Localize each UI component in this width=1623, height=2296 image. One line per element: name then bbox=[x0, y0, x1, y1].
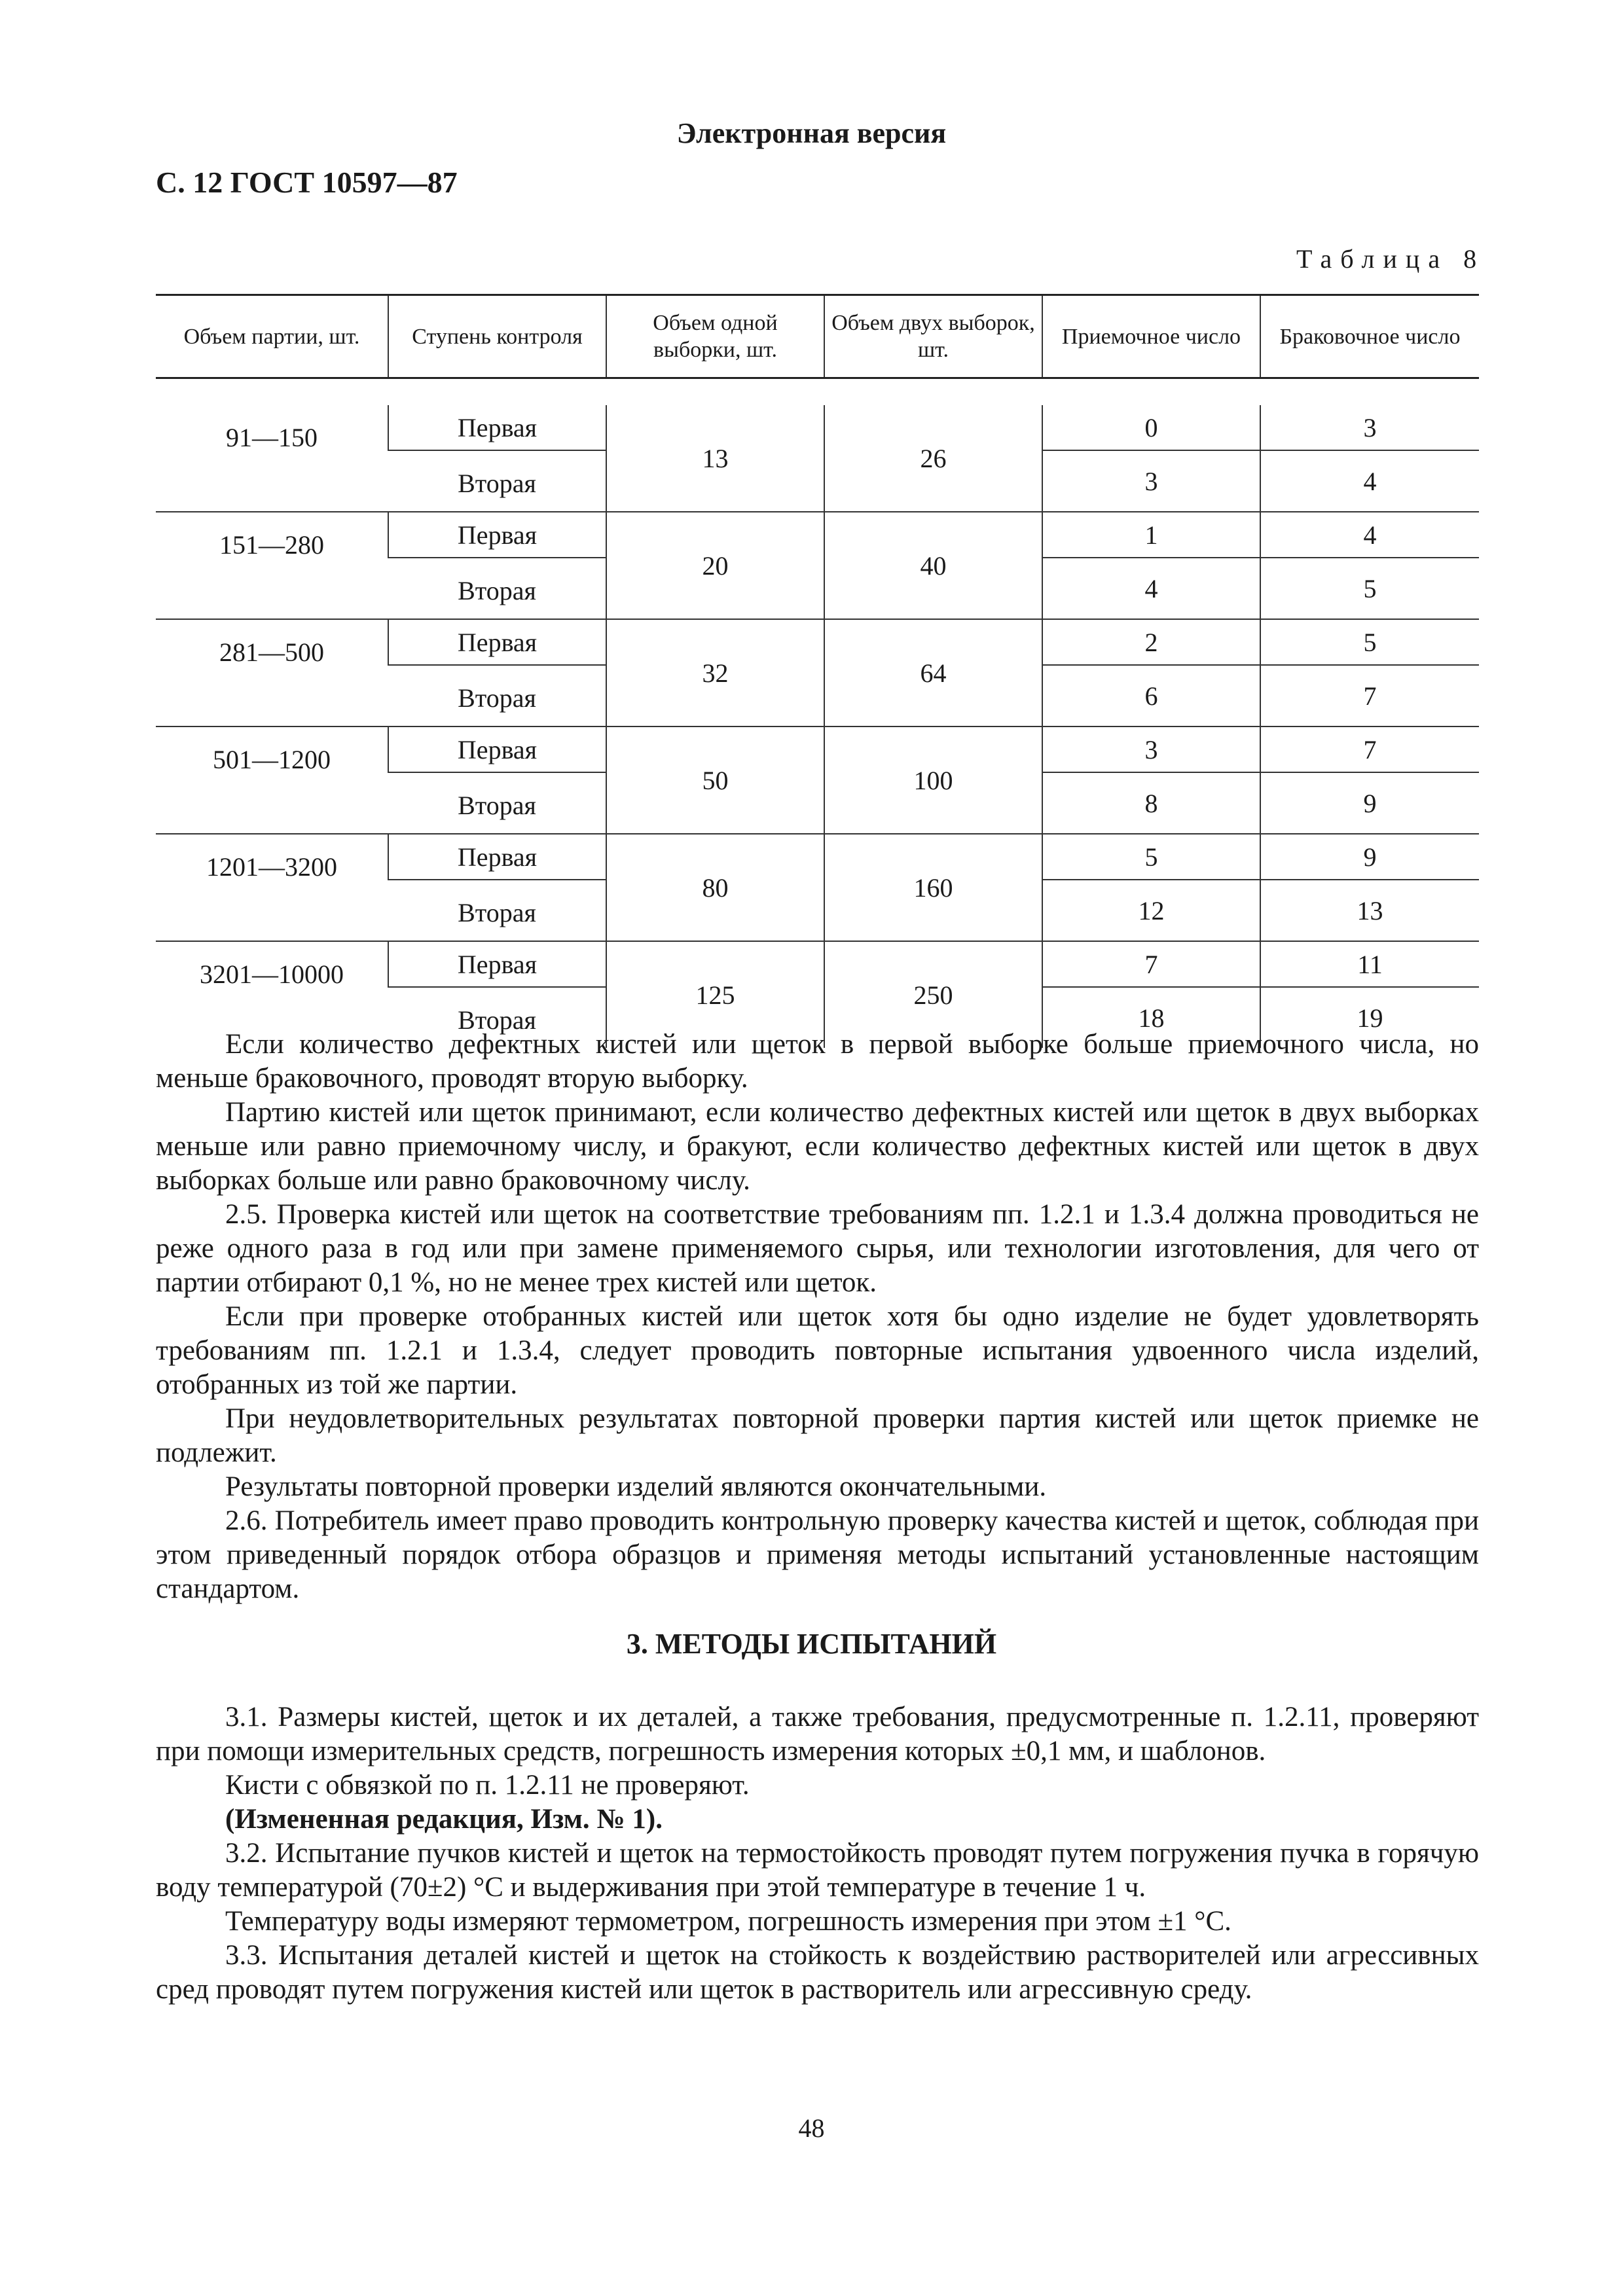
column-header: Объем партии, шт. bbox=[156, 295, 388, 378]
single-sample-cell: 20 bbox=[606, 512, 824, 619]
acceptance-number-cell: 4 bbox=[1042, 558, 1260, 619]
table-row bbox=[156, 405, 1479, 450]
rejection-number-cell: 13 bbox=[1260, 880, 1479, 941]
acceptance-number-cell: 8 bbox=[1042, 772, 1260, 834]
rejection-number-cell: 9 bbox=[1260, 834, 1479, 880]
control-step-cell: Вторая bbox=[458, 1005, 536, 1035]
paragraph: 3.3. Испытания деталей кистей и щеток на стойкость к воздействию растворителей или агрессивных сред проводят путем погружения кистей или щеток в растворитель или агрессивную среду. bbox=[156, 1940, 1479, 2005]
rejection-number-cell: 4 bbox=[1260, 450, 1479, 512]
rejection-number-cell: 11 bbox=[1260, 941, 1479, 987]
paragraph: Партию кистей или щеток принимают, если количество дефектных кистей или щеток в двух выборках меньше или равно приемочному числу, и бракуют, если количество дефектных кистей или щеток в двух выборках больше или равно браковочному числу. bbox=[156, 1097, 1479, 1196]
section-title: 3. МЕТОДЫ ИСПЫТАНИЙ bbox=[626, 1628, 997, 1660]
control-step-cell: Вторая bbox=[388, 558, 606, 619]
rejection-number-cell: 4 bbox=[1260, 512, 1479, 558]
single-sample-cell: 125 bbox=[606, 941, 824, 1048]
paragraph: При неудовлетворительных результатах повторной проверки партия кистей или щеток приемке не подлежит. bbox=[156, 1403, 1479, 1468]
double-sample-cell: 40 bbox=[824, 512, 1042, 619]
table-body bbox=[156, 378, 1479, 1049]
acceptance-number-cell: 1 bbox=[1042, 512, 1260, 558]
rejection-number-cell: 3 bbox=[1260, 405, 1479, 450]
lot-size-cell: 281—500 bbox=[156, 619, 388, 726]
page-number: 48 bbox=[798, 2113, 825, 2143]
body-section-b bbox=[156, 1700, 1479, 2007]
double-sample-cell: 250 bbox=[824, 941, 1042, 1048]
column-header: Браковочное число bbox=[1260, 295, 1479, 378]
lot-size-cell: 91—150 bbox=[156, 405, 388, 512]
lot-size-cell: 151—280 bbox=[156, 512, 388, 619]
control-step-cell: Первая bbox=[388, 405, 606, 450]
sampling-table bbox=[156, 294, 1479, 1048]
acceptance-number-cell: 2 bbox=[1042, 619, 1260, 665]
rejection-number-cell: 19 bbox=[1260, 987, 1479, 1048]
column-header: Объем одной выборки, шт. bbox=[606, 295, 824, 378]
control-step-cell: Первая bbox=[388, 834, 606, 880]
single-sample-cell: 80 bbox=[606, 834, 824, 941]
single-sample-cell: 50 bbox=[606, 726, 824, 834]
column-header: Приемочное число bbox=[1042, 295, 1260, 378]
control-step-cell: Вторая bbox=[388, 772, 606, 834]
table-row bbox=[156, 726, 1479, 772]
rejection-number-cell: 5 bbox=[1260, 558, 1479, 619]
acceptance-number-cell: 7 bbox=[1042, 941, 1260, 987]
paragraph: Кисти с обвязкой по п. 1.2.11 не проверяют. bbox=[225, 1770, 750, 1801]
control-step-cell: Вторая bbox=[388, 880, 606, 941]
single-sample-cell: 13 bbox=[606, 405, 824, 512]
table-spacer bbox=[156, 378, 1479, 406]
lot-size-cell: 1201—3200 bbox=[156, 834, 388, 941]
table-row bbox=[156, 834, 1479, 880]
rejection-number-cell: 7 bbox=[1260, 665, 1479, 726]
control-step-cell: Первая bbox=[388, 941, 606, 987]
column-header: Объем двух выборок, шт. bbox=[824, 295, 1042, 378]
table-caption: Таблица 8 bbox=[1296, 244, 1486, 274]
body-section-a bbox=[156, 1028, 1479, 1606]
control-step-cell: Первая bbox=[388, 619, 606, 665]
table-row bbox=[156, 941, 1479, 987]
paragraph: 2.5. Проверка кистей или щеток на соответствие требованиям пп. 1.2.1 и 1.3.4 должна проводиться не реже одного раза в год или при замене применяемого сырья, или технологии изготовления, для чего от партии отбирают 0,1 %, но не менее трех кистей или щеток. bbox=[156, 1199, 1479, 1298]
control-step-cell: Первая bbox=[388, 726, 606, 772]
column-header: Ступень контроля bbox=[388, 295, 606, 378]
paragraph: Температуру воды измеряют термометром, погрешность измерения при этом ±1 °С. bbox=[225, 1906, 1231, 1937]
control-step-cell: Вторая bbox=[388, 665, 606, 726]
single-sample-cell: 32 bbox=[606, 619, 824, 726]
lot-size-cell: 501—1200 bbox=[156, 726, 388, 834]
acceptance-number-cell: 3 bbox=[1042, 726, 1260, 772]
edition-label: Электронная версия bbox=[676, 117, 947, 149]
double-sample-cell: 64 bbox=[824, 619, 1042, 726]
running-head: С. 12 ГОСТ 10597—87 bbox=[156, 166, 458, 199]
acceptance-number-cell: 5 bbox=[1042, 834, 1260, 880]
paragraph: Если при проверке отобранных кистей или щеток хотя бы одно изделие не будет удовлетворять требованиям пп. 1.2.1 и 1.3.4, следует проводить повторные испытания удвоенного числа изделий, отобранных из той же партии. bbox=[156, 1301, 1479, 1400]
control-step-cell: Первая bbox=[388, 512, 606, 558]
lot-size-cell: 3201—10000 bbox=[200, 960, 344, 989]
rejection-number-cell: 9 bbox=[1260, 772, 1479, 834]
paragraph: 2.6. Потребитель имеет право проводить контрольную проверку качества кистей и щеток, соблюдая при этом приведенный порядок отбора образцов и применяя методы испытаний установленные настоящим стандартом. bbox=[156, 1505, 1479, 1604]
double-sample-cell: 160 bbox=[824, 834, 1042, 941]
acceptance-number-cell: 18 bbox=[1042, 987, 1260, 1048]
acceptance-number-cell: 6 bbox=[1042, 665, 1260, 726]
paragraph: Если количество дефектных кистей или щеток в первой выборке больше приемочного числа, но меньше браковочного, проводят вторую выборку. bbox=[156, 1029, 1479, 1094]
table-header-row bbox=[156, 295, 1479, 378]
acceptance-number-cell: 0 bbox=[1042, 405, 1260, 450]
control-step-cell: Вторая bbox=[388, 450, 606, 512]
rejection-number-cell: 7 bbox=[1260, 726, 1479, 772]
table-row bbox=[156, 512, 1479, 558]
acceptance-number-cell: 12 bbox=[1042, 880, 1260, 941]
rejection-number-cell: 5 bbox=[1260, 619, 1479, 665]
acceptance-number-cell: 3 bbox=[1042, 450, 1260, 512]
paragraph: 3.1. Размеры кистей, щеток и их деталей, а также требования, предусмотренные п. 1.2.11, проверяют при помощи измерительных средств, погрешность измерения которых ±0,1 мм, и шаблонов. bbox=[156, 1702, 1479, 1767]
table-row bbox=[156, 619, 1479, 665]
amendment-note: (Измененная редакция, Изм. № 1). bbox=[225, 1804, 663, 1835]
paragraph: 3.2. Испытание пучков кистей и щеток на термостойкость проводят путем погружения пучка в горячую воду температурой (70±2) °С и выдерживания при этой температуре в течение 1 ч. bbox=[156, 1838, 1479, 1903]
double-sample-cell: 100 bbox=[824, 726, 1042, 834]
paragraph: Результаты повторной проверки изделий являются окончательными. bbox=[225, 1471, 1047, 1502]
double-sample-cell: 26 bbox=[824, 405, 1042, 512]
